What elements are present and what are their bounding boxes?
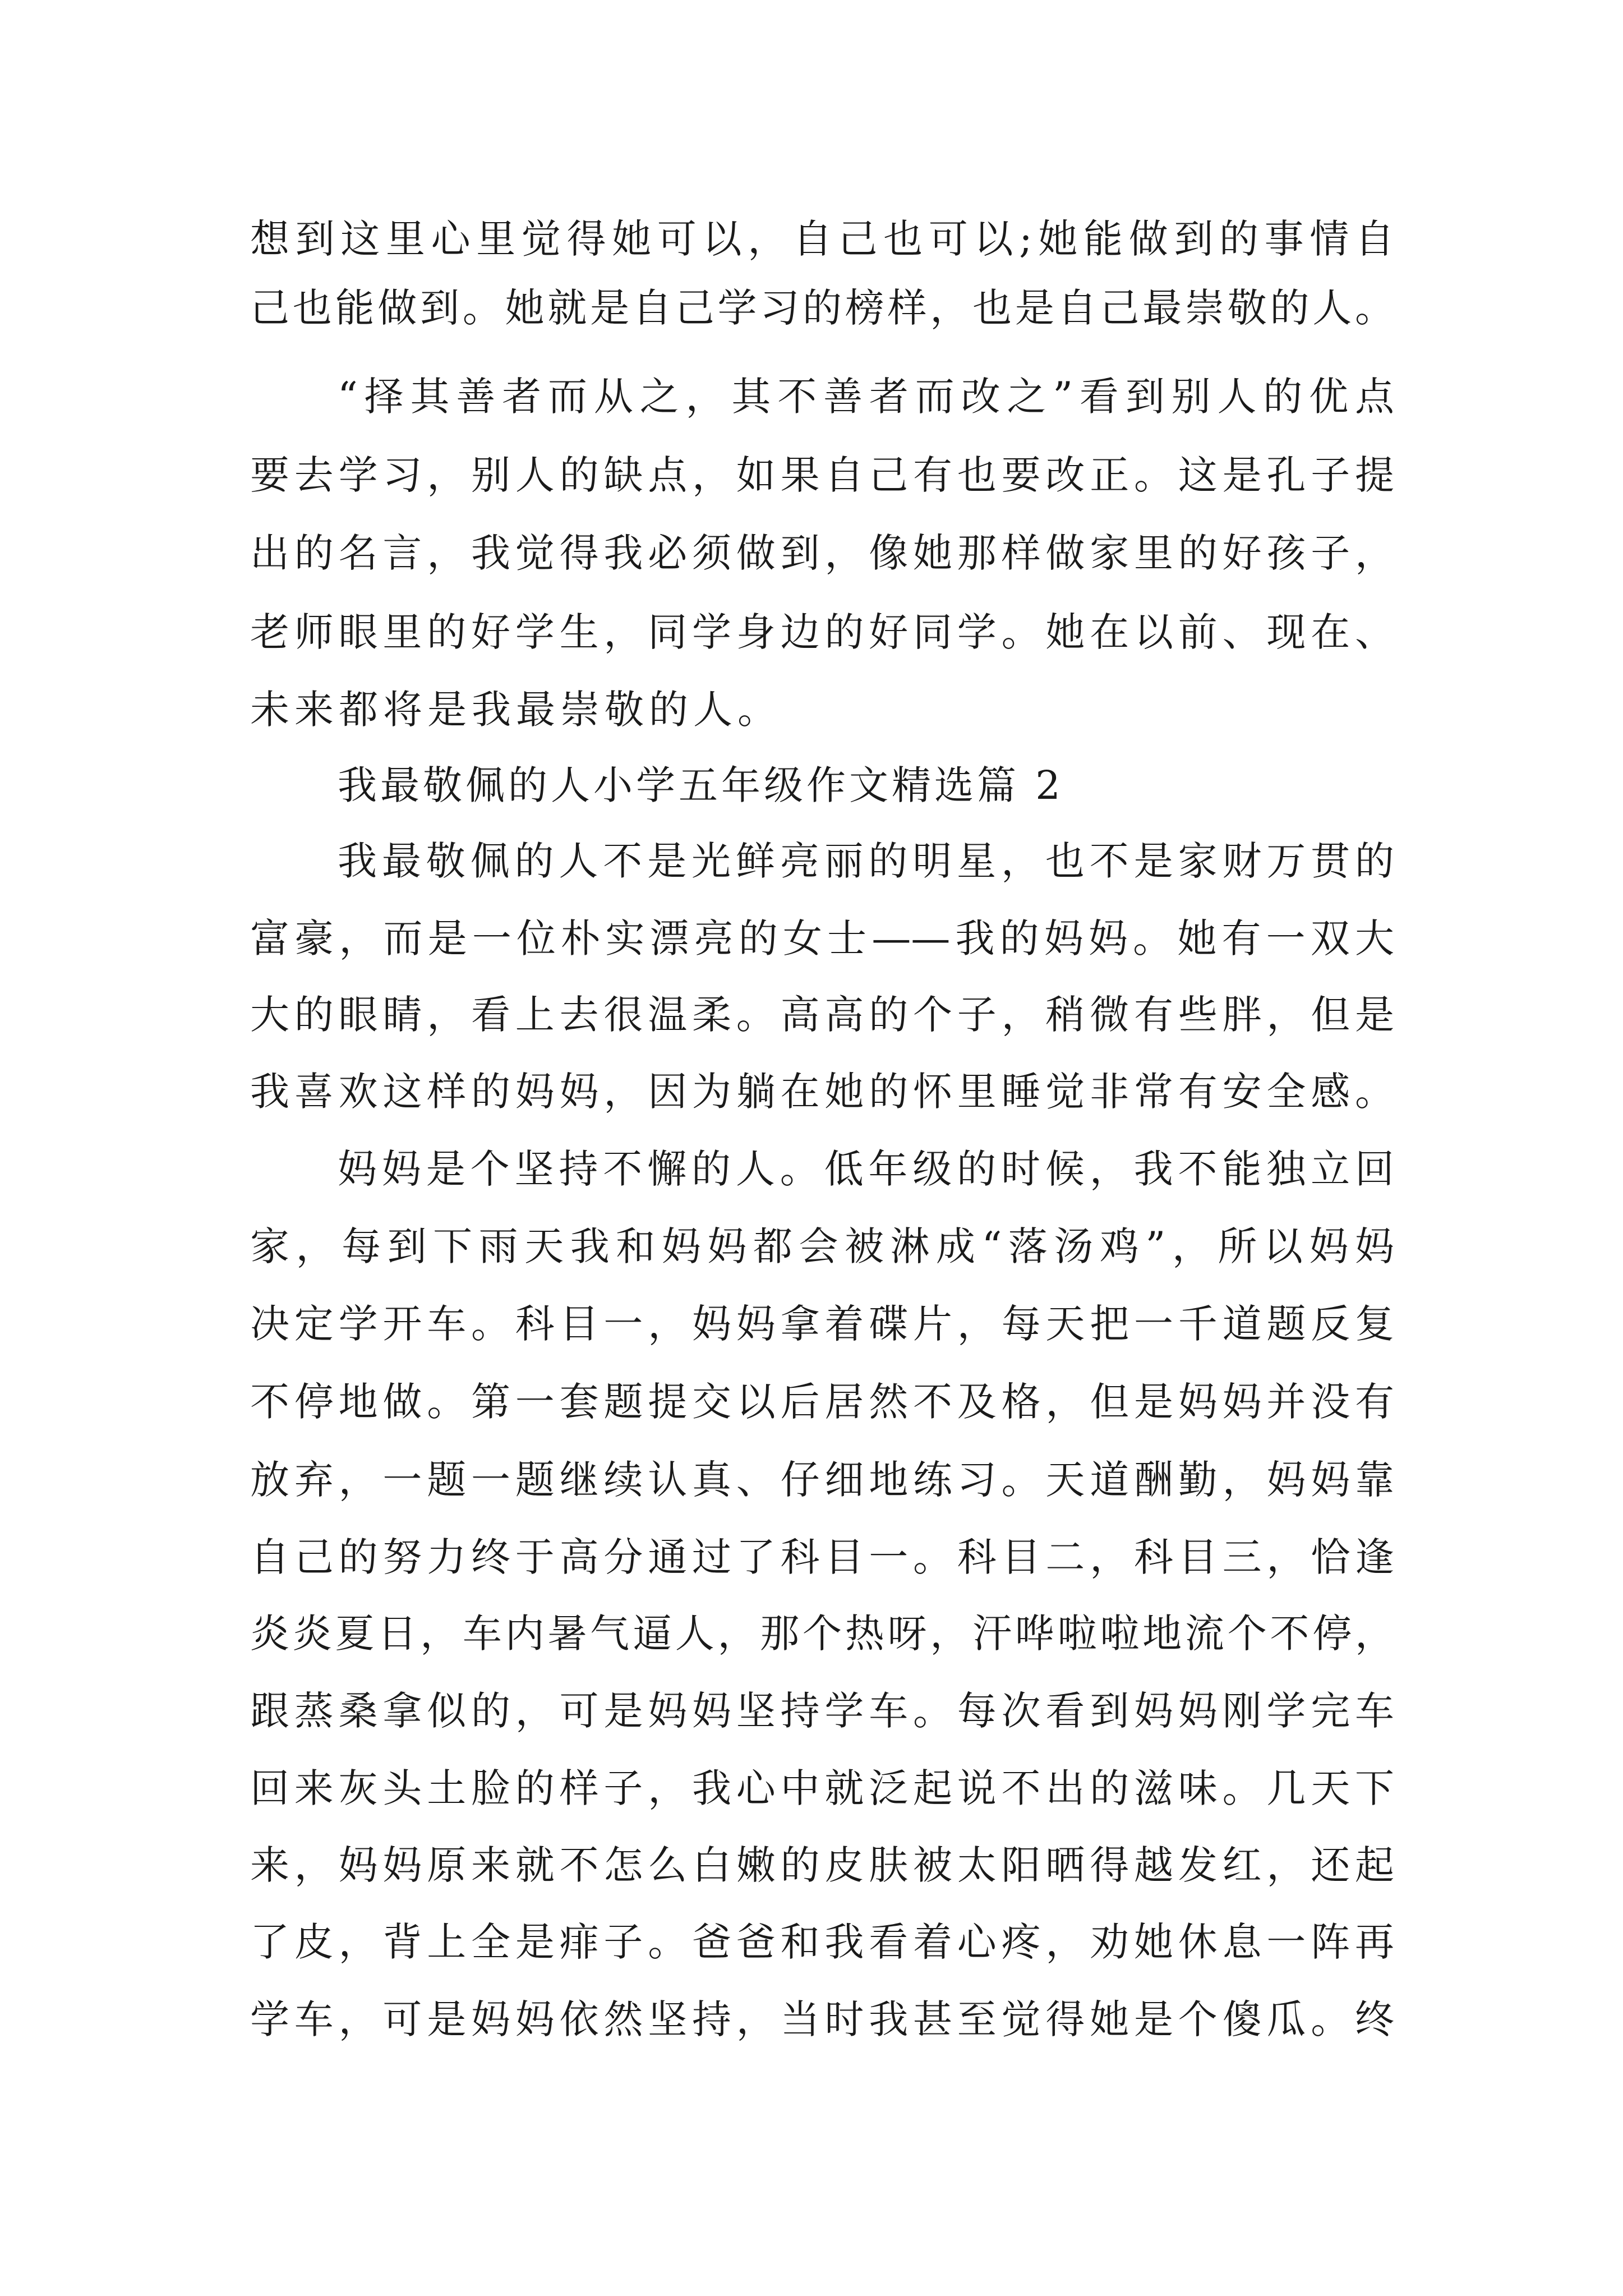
text-line: 出的名言，我觉得我必须做到，像她那样做家里的好孩子， xyxy=(250,530,1394,576)
text-line: 不停地做。第一套题提交以后居然不及格，但是妈妈并没有 xyxy=(250,1379,1394,1425)
text-line: 跟蒸桑拿似的，可是妈妈坚持学车。每次看到妈妈刚学完车 xyxy=(250,1688,1394,1734)
text-line: 自己的努力终于高分通过了科目一。科目二，科目三，恰逢 xyxy=(250,1534,1394,1580)
text-line: 我喜欢这样的妈妈，因为躺在她的怀里睡觉非常有安全感。 xyxy=(250,1069,1394,1115)
text-line: 大的眼睛，看上去很温柔。高高的个子，稍微有些胖，但是 xyxy=(250,992,1394,1038)
text-line: 我最敬佩的人不是光鲜亮丽的明星，也不是家财万贯的 xyxy=(338,838,1394,884)
text-line: 来，妈妈原来就不怎么白嫩的皮肤被太阳晒得越发红，还起 xyxy=(250,1842,1394,1888)
text-line: 了皮，背上全是痱子。爸爸和我看着心疼，劝她休息一阵再 xyxy=(250,1919,1394,1965)
text-line: 想到这里心里觉得她可以，自己也可以;她能做到的事情自 xyxy=(250,216,1394,262)
text-line: 富豪，而是一位朴实漂亮的女士——我的妈妈。她有一双大 xyxy=(250,915,1394,961)
text-line: 己也能做到。她就是自己学习的榜样，也是自己最崇敬的人。 xyxy=(250,285,1394,331)
text-line: 回来灰头土脸的样子，我心中就泛起说不出的滋味。几天下 xyxy=(250,1765,1394,1811)
text-line: 未来都将是我最崇敬的人。 xyxy=(250,687,782,733)
section-heading: 我最敬佩的人小学五年级作文精选篇 2 xyxy=(338,762,1064,808)
text-line: 炎炎夏日，车内暑气逼人，那个热呀，汗哗啦啦地流个不停， xyxy=(250,1611,1394,1657)
text-line: 放弃，一题一题继续认真、仔细地练习。天道酬勤，妈妈靠 xyxy=(250,1457,1394,1503)
text-line: 妈妈是个坚持不懈的人。低年级的时候，我不能独立回 xyxy=(338,1146,1394,1192)
text-line: 学车，可是妈妈依然坚持，当时我甚至觉得她是个傻瓜。终 xyxy=(250,1996,1394,2042)
text-line: “择其善者而从之，其不善者而改之”看到别人的优点 xyxy=(338,374,1394,420)
text-line: 决定学开车。科目一，妈妈拿着碟片，每天把一千道题反复 xyxy=(250,1301,1394,1347)
text-line: 家，每到下雨天我和妈妈都会被淋成“落汤鸡”，所以妈妈 xyxy=(250,1223,1394,1269)
text-line: 老师眼里的好学生，同学身边的好同学。她在以前、现在、 xyxy=(250,609,1394,655)
text-line: 要去学习，别人的缺点，如果自己有也要改正。这是孔子提 xyxy=(250,452,1394,498)
